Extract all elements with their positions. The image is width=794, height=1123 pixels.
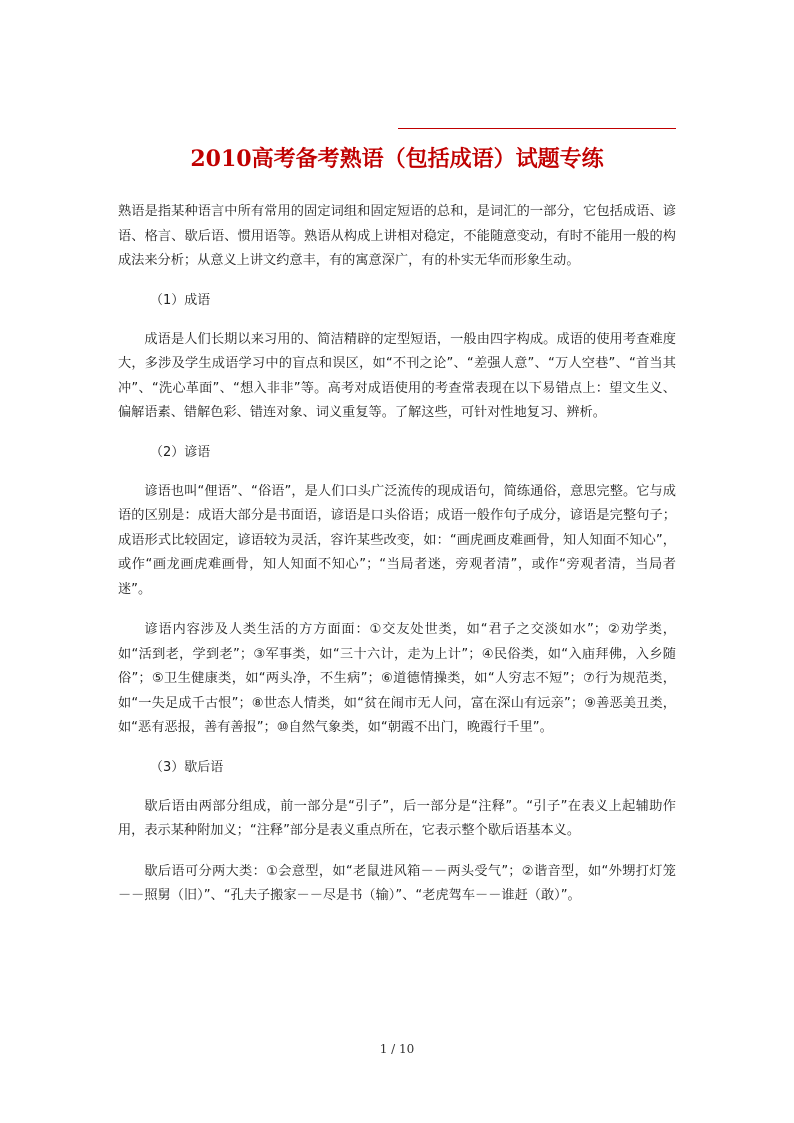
section-heading: （3）歇后语 xyxy=(150,759,224,775)
section-paragraph: 谚语内容涉及人类生活的方方面面：①交友处世类，如“君子之交淡如水”；②劝学类，如“活到老，学到老”；③军事类，如“三十六计，走为上计”；④民俗类，如“入庙拜佛，入乡随俗”；⑤卫生健康类，如“两头净，不生病”；⑥道德情操类，如“人穷志不短”；⑦行为规范类，如“一失足成千古恨”；⑧世态人情类，如“贫在闹市无人问，富在深山有远亲”；⑨善恶美丑类，如“恶有恶报，善有善报”；⑩自然气象类，如“朝霞不出门，晚霞行千里”。 xyxy=(118,622,676,735)
intro-paragraph: 熟语是指某种语言中所有常用的固定词组和固定短语的总和，是词汇的一部分，它包括成语、谚语、格言、歇后语、惯用语等。熟语从构成上讲相对稳定，不能随意变动，有时不能用一般的构成法来分析；从意义上讲文约意丰，有的寓意深广，有的朴实无华而形象生动。 xyxy=(118,204,676,268)
section-paragraph: 谚语也叫“俚语”、“俗语”，是人们口头广泛流传的现成语句，简练通俗，意思完整。它与成语的区别是：成语大部分是书面语，谚语是口头俗语；成语一般作句子成分，谚语是完整句子；成语形式比较固定，谚语较为灵活，容许某些改变，如：“画虎画皮难画骨，知人知面不知心”，或作“画龙画虎难画骨，知人知面不知心”；“当局者迷，旁观者清”，或作“旁观者清，当局者迷”。 xyxy=(118,483,676,597)
section-paragraph: 歇后语由两部分组成，前一部分是“引子”，后一部分是“注释”。“引子”在表义上起辅助作用，表示某种附加义；“注释”部分是表义重点所在，它表示整个歇后语基本义。 xyxy=(118,798,676,838)
page-number: 1 / 10 xyxy=(379,1042,415,1056)
document-title: 2010高考备考熟语（包括成语）试题专练 xyxy=(190,146,604,172)
section-paragraph: 歇后语可分两大类：①会意型，如“老鼠进风箱－－两头受气”；②谐音型，如“外甥打灯笼－－照舅（旧）”、“孔夫子搬家－－尽是书（输）”、“老虎驾车－－谁赶（敢）”。 xyxy=(118,863,676,903)
section-heading: （2）谚语 xyxy=(150,444,211,460)
section-paragraph: 成语是人们长期以来习用的、简洁精辟的定型短语，一般由四字构成。成语的使用考查难度大，多涉及学生成语学习中的盲点和误区，如“不刊之论”、“差强人意”、“万人空巷”、“首当其冲”、“洗心革面”、“想入非非”等。高考对成语使用的考查常表现在以下易错点上：望文生义、偏解语素、错解色彩、错连对象、词义重复等。了解这些，可针对性地复习、辨析。 xyxy=(118,331,676,420)
header-rule xyxy=(398,128,676,129)
section-heading: （1）成语 xyxy=(150,292,211,308)
document-body xyxy=(118,200,676,925)
